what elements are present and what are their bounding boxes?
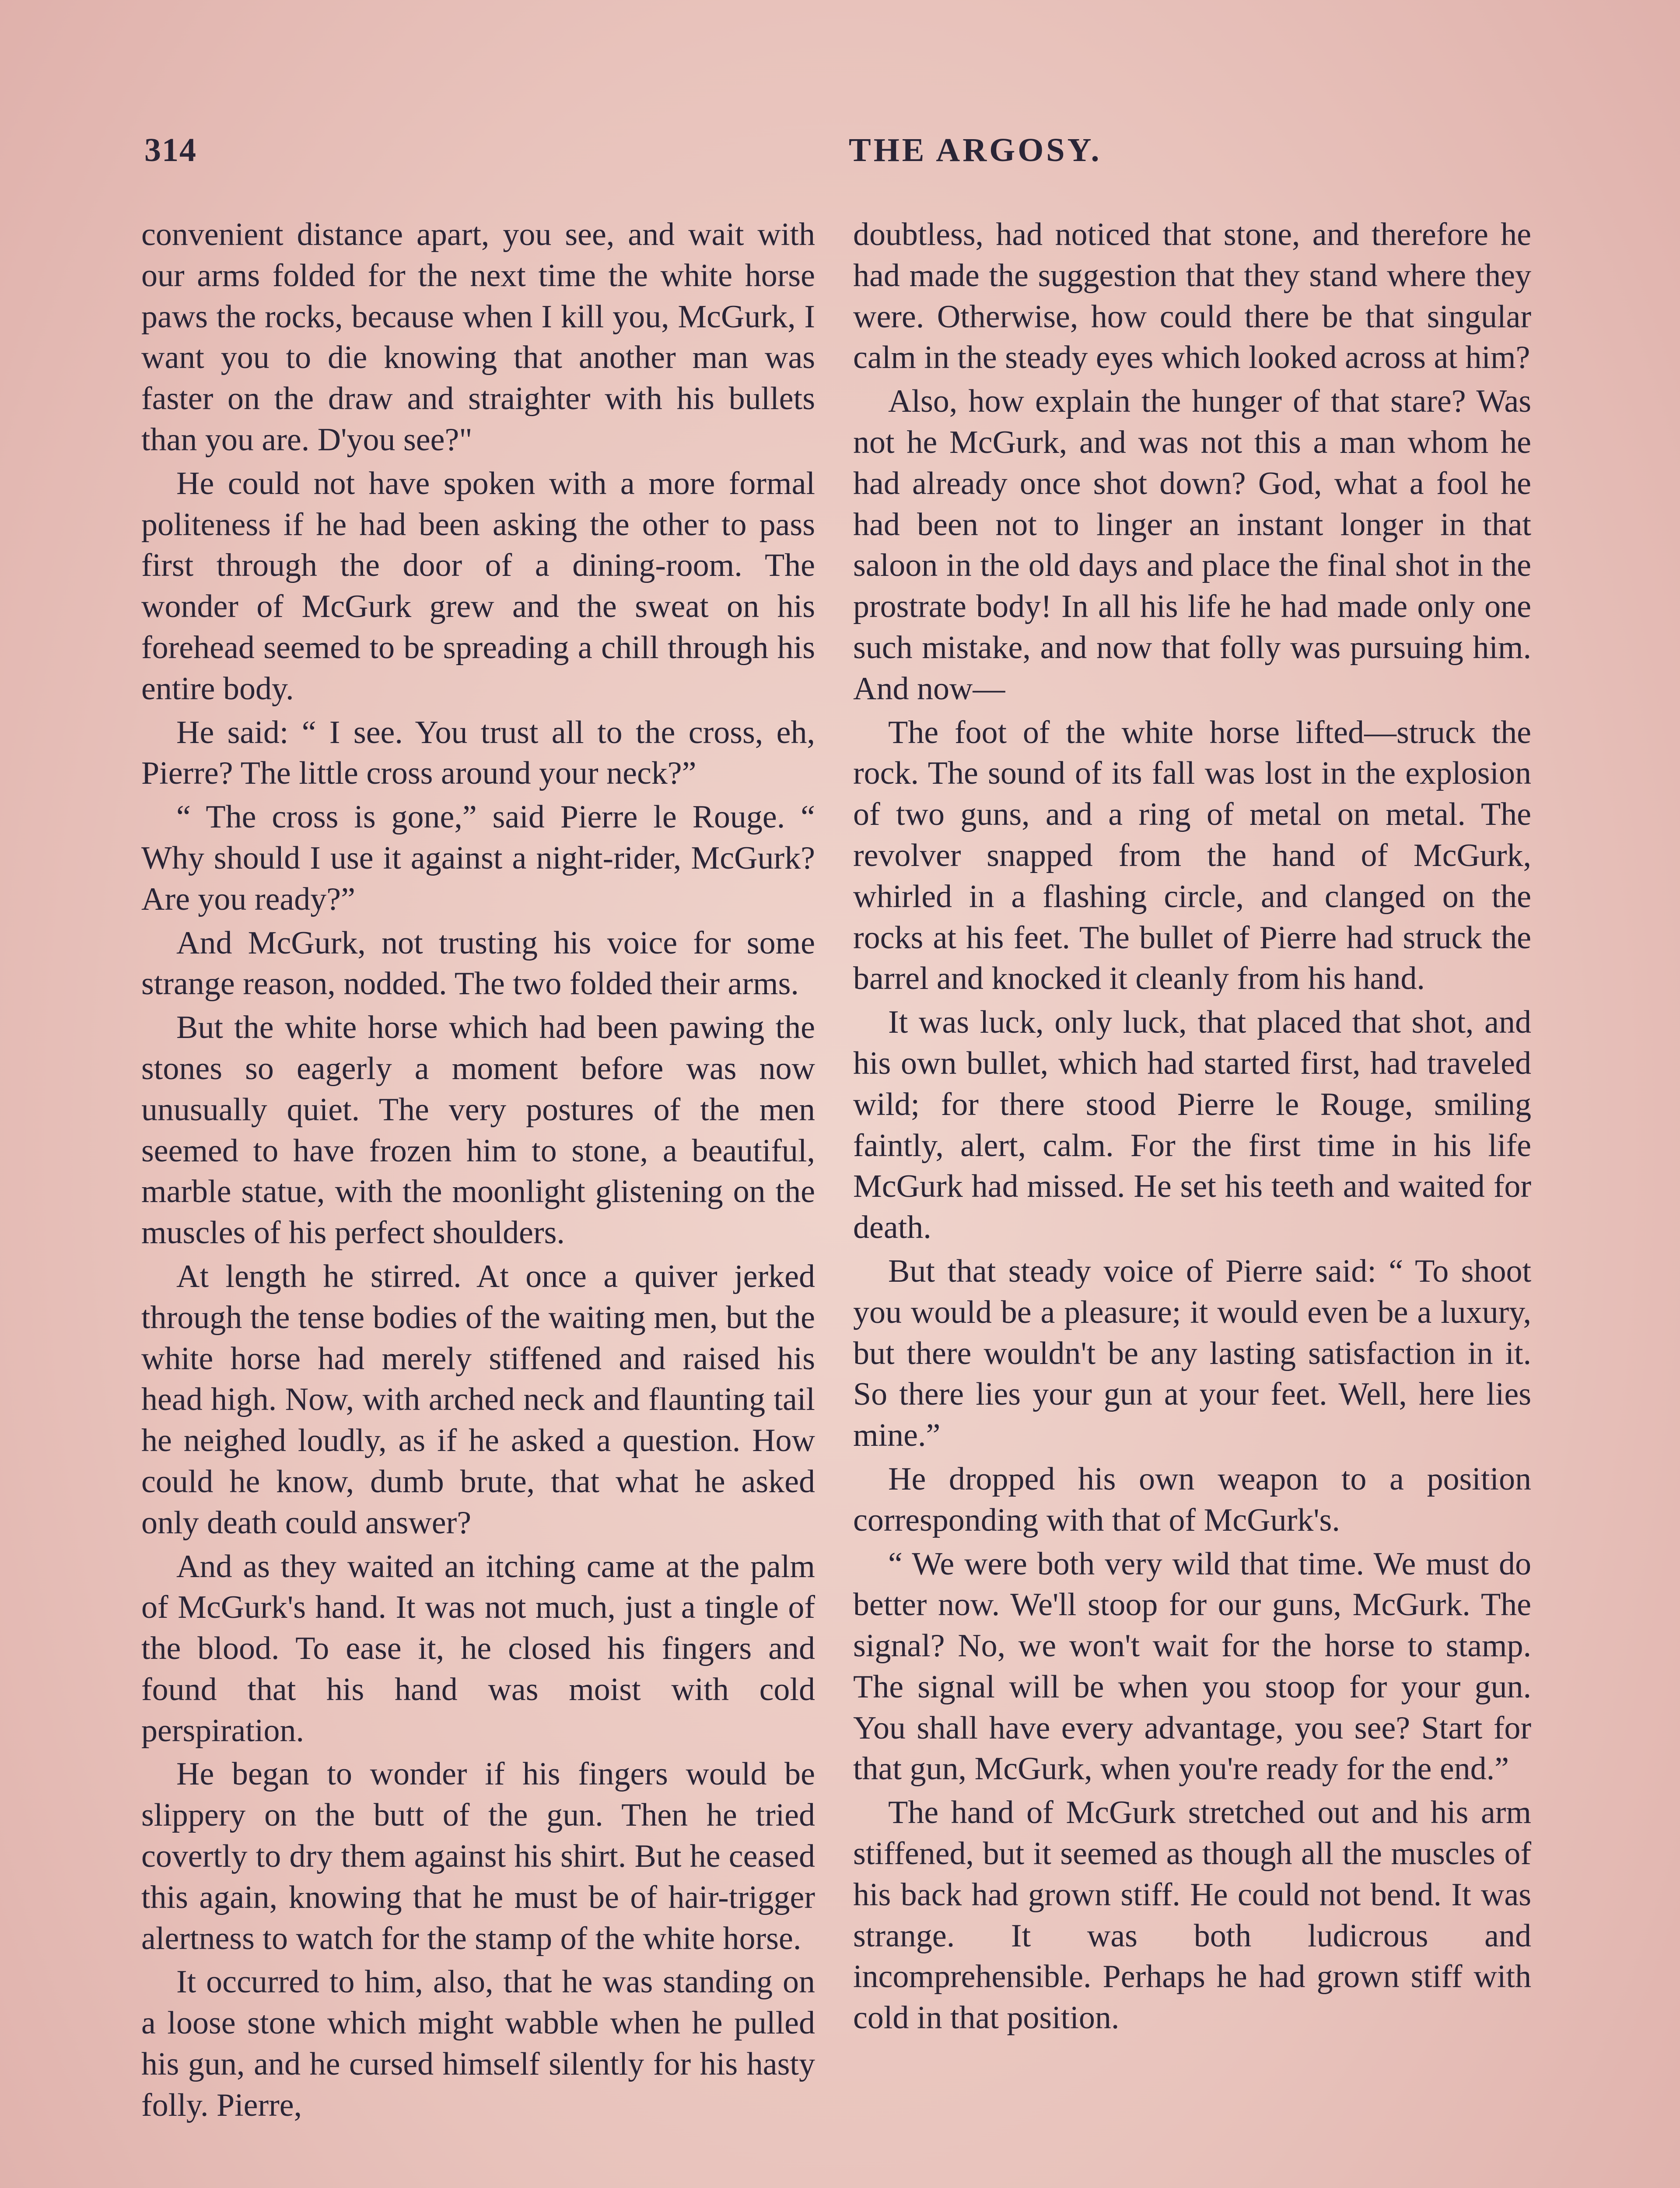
paragraph: He began to wonder if his fingers would be slippery on the butt of the gun. Then he tried covertly to dry them against his shirt. But he ceased this again, knowing that he must be of hair-trigger alertness to watch for the stamp of the white horse.: [141, 1756, 815, 1957]
paragraph: It occurred to him, also, that he was standing on a loose stone which might wabble when he pulled his gun, and he cursed himself silently for his hasty folly. Pierre,: [141, 1964, 815, 2123]
paragraph: doubtless, had noticed that stone, and therefore he had made the suggestion that they stand where they were. Otherwise, how could there be that singular calm in the steady eyes which looked across at him?: [853, 217, 1531, 376]
paragraph: At length he stirred. At once a quiver jerked through the tense bodies of the waiting men, but the white horse had merely stiffened and raised his head high. Now, with arched neck and flaunting tail he neighed loudly, as if he asked a question. How could he know, dumb brute, that what he asked only death could answer?: [141, 1258, 815, 1541]
left-column: [141, 214, 815, 2126]
paragraph: convenient distance apart, you see, and wait with our arms folded for the next time the white horse paws the rocks, because when I kill you, McGurk, I want you to die knowing that another man was faster on the draw and straighter with his bullets than you are. D'you see?": [141, 217, 815, 458]
paragraph: He said: “ I see. You trust all to the cross, eh, Pierre? The little cross around your neck?”: [141, 714, 815, 792]
paragraph: “ We were both very wild that time. We must do better now. We'll stoop for our guns, McGurk. The signal? No, we won't wait for the horse to stamp. The signal will be when you stoop for your gun. You shall have every advantage, you see? Start for that gun, McGurk, when you're ready for the end.”: [853, 1546, 1531, 1787]
page-header: [144, 131, 1531, 188]
paragraph: He could not have spoken with a more formal politeness if he had been asking the other to pass first through the door of a dining-room. The wonder of McGurk grew and the sweat on his forehead seemed to be spreading a chill through his entire body.: [141, 465, 815, 707]
paragraph: And as they waited an itching came at the palm of McGurk's hand. It was not much, just a tingle of the blood. To ease it, he closed his fingers and found that his hand was moist with cold perspiration.: [141, 1548, 815, 1749]
paragraph: “ The cross is gone,” said Pierre le Rouge. “ Why should I use it against a night-rider, McGurk? Are you ready?”: [141, 799, 815, 917]
paragraph: Also, how explain the hunger of that stare? Was not he McGurk, and was not this a man whom he had already once shot down? God, what a fool he had been not to linger an instant longer in that saloon in the old days and place the final shot in the prostrate body! In all his life he had made only one such mistake, and now that folly was pursuing him. And now—: [853, 383, 1531, 707]
paragraph: The hand of McGurk stretched out and his arm stiffened, but it seemed as though all the muscles of his back had grown stiff. He could not bend. It was strange. It was both ludicrous and incomprehensible. Perhaps he had grown stiff with cold in that position.: [853, 1795, 1531, 2036]
paragraph: He dropped his own weapon to a position corresponding with that of McGurk's.: [853, 1461, 1531, 1538]
paragraph: And McGurk, not trusting his voice for some strange reason, nodded. The two folded their arms.: [141, 925, 815, 1002]
paragraph: The foot of the white horse lifted—struck the rock. The sound of its fall was lost in the explosion of two guns, and a ring of metal on metal. The revolver snapped from the hand of McGurk, whirled in a flashing circle, and clanged on the rocks at his feet. The bullet of Pierre had struck the barrel and knocked it cleanly from his hand.: [853, 714, 1531, 997]
running-head: THE ARGOSY.: [849, 132, 1102, 168]
right-column: [853, 214, 1531, 2039]
paragraph: But the white horse which had been pawing the stones so eagerly a moment before was now unusually quiet. The very postures of the men seemed to have frozen him to stone, a beautiful, marble statue, with the moonlight glistening on the muscles of his perfect shoulders.: [141, 1010, 815, 1251]
paragraph: But that steady voice of Pierre said: “ To shoot you would be a pleasure; it would even be a luxury, but there wouldn't be any lasting satisfaction in it. So there lies your gun at your feet. Well, here lies mine.”: [853, 1253, 1531, 1454]
page-number: 314: [144, 132, 197, 168]
paragraph: It was luck, only luck, that placed that shot, and his own bullet, which had started first, had traveled wild; for there stood Pierre le Rouge, smiling faintly, alert, calm. For the first time in his life McGurk had missed. He set his teeth and waited for death.: [853, 1004, 1531, 1246]
